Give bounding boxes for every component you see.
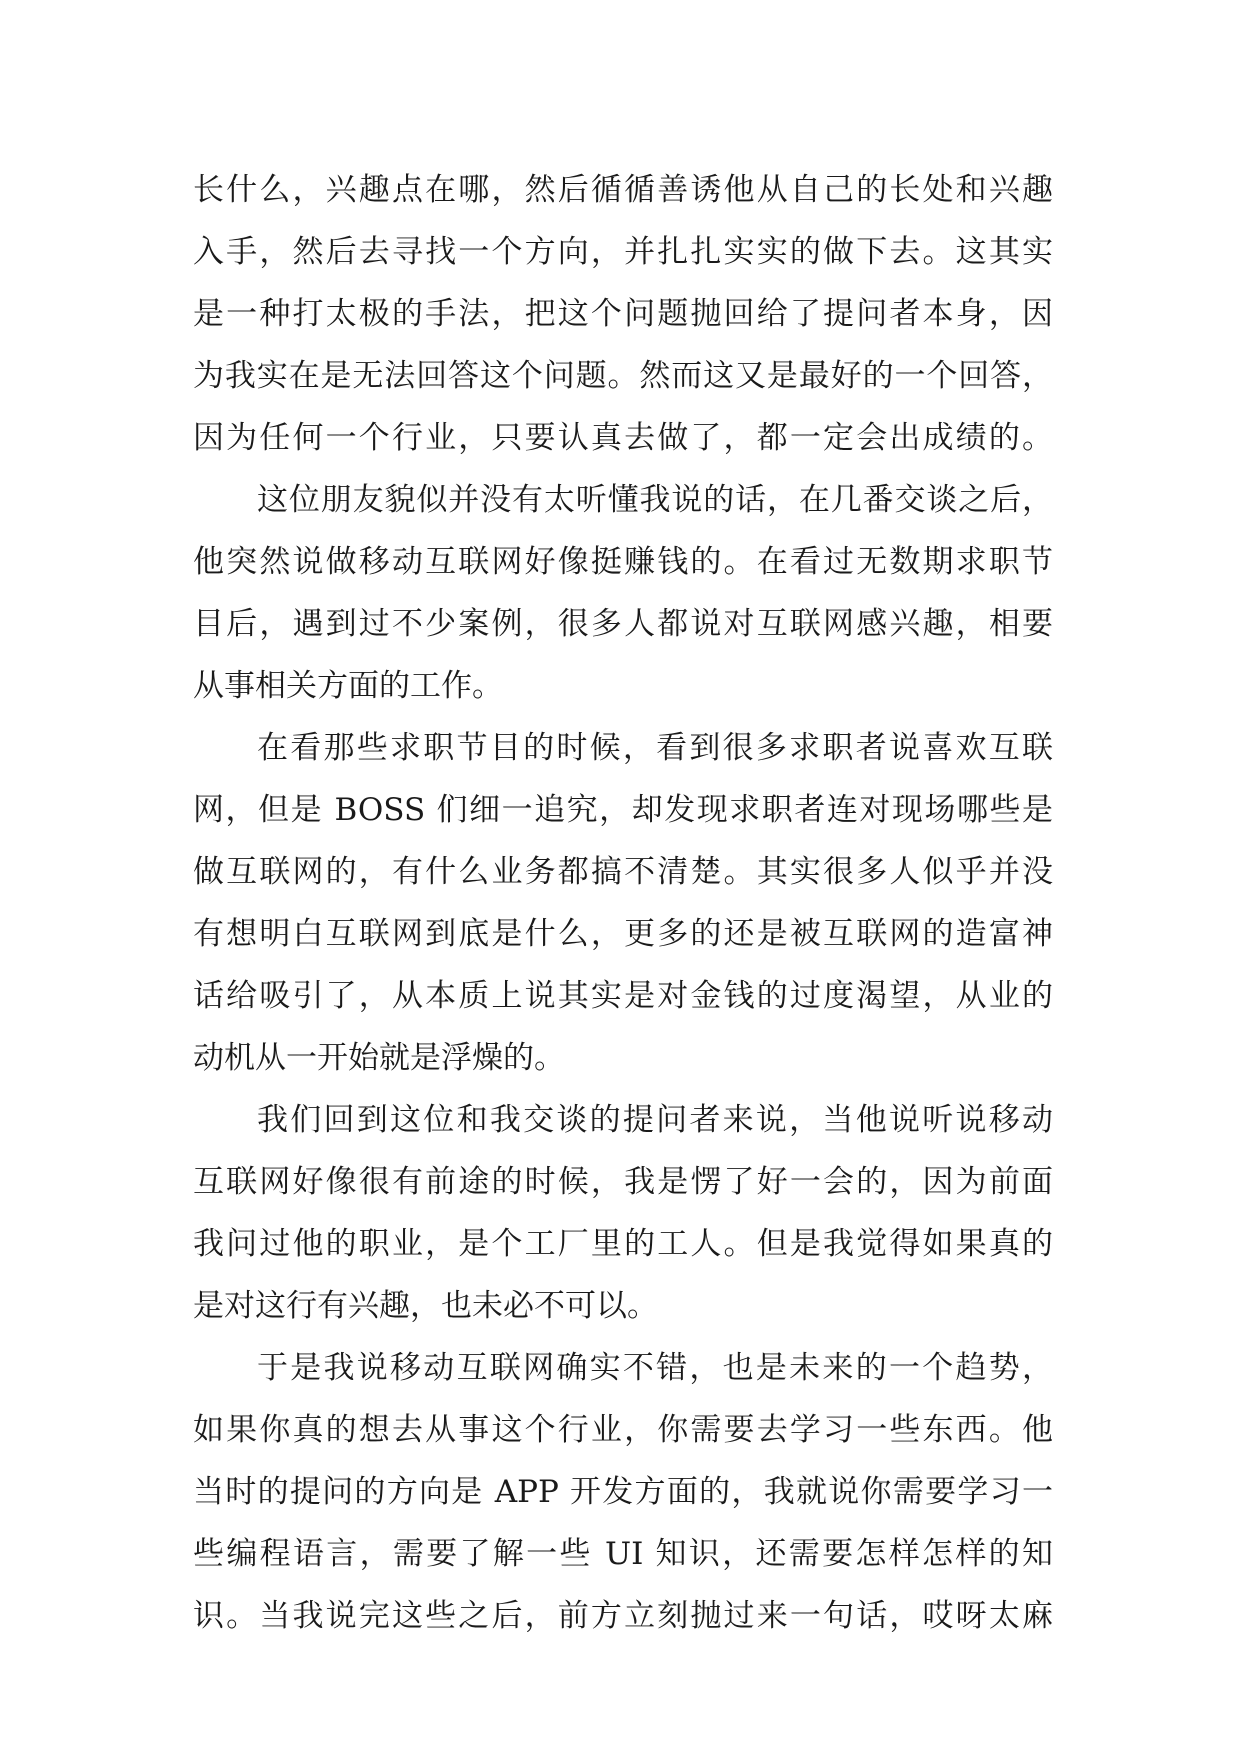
text-line: 他突然说做移动互联网好像挺赚钱的。在看过无数期求职节 <box>193 544 1053 580</box>
paragraph-4 <box>193 1089 1053 1337</box>
text-line: 动机从一开始就是浮燥的。 <box>193 1040 565 1076</box>
text-line: 些编程语言，需要了解一些 UI 知识，还需要怎样怎样的知 <box>193 1536 1053 1572</box>
text-line: 于是我说移动互联网确实不错，也是未来的一个趋势， <box>257 1350 1053 1386</box>
text-line: 互联网好像很有前途的时候，我是愣了好一会的，因为前面 <box>193 1164 1053 1200</box>
text-line: 是对这行有兴趣，也未必不可以。 <box>193 1288 658 1324</box>
text-line: 有想明白互联网到底是什么，更多的还是被互联网的造富神 <box>193 916 1053 952</box>
text-line: 识。当我说完这些之后，前方立刻抛过来一句话，哎呀太麻 <box>193 1598 1053 1634</box>
text-line: 我们回到这位和我交谈的提问者来说，当他说听说移动 <box>257 1102 1053 1138</box>
paragraph-3 <box>193 717 1053 1089</box>
text-line: 当时的提问的方向是 APP 开发方面的，我就说你需要学习一 <box>193 1474 1053 1510</box>
text-line: 做互联网的，有什么业务都搞不清楚。其实很多人似乎并没 <box>193 854 1053 890</box>
body-text <box>193 159 1053 1647</box>
text-line: 在看那些求职节目的时候，看到很多求职者说喜欢互联 <box>257 730 1053 766</box>
text-line: 话给吸引了，从本质上说其实是对金钱的过度渴望，从业的 <box>193 978 1053 1014</box>
text-line: 从事相关方面的工作。 <box>193 668 503 704</box>
text-line: 长什么，兴趣点在哪，然后循循善诱他从自己的长处和兴趣 <box>193 172 1053 208</box>
text-line: 目后，遇到过不少案例，很多人都说对互联网感兴趣，相要 <box>193 606 1053 642</box>
paragraph-2 <box>193 469 1053 717</box>
paragraph-1 <box>193 159 1053 469</box>
text-line: 如果你真的想去从事这个行业，你需要去学习一些东西。他 <box>193 1412 1053 1448</box>
text-line: 是一种打太极的手法，把这个问题抛回给了提问者本身，因 <box>193 296 1053 332</box>
text-line: 因为任何一个行业，只要认真去做了，都一定会出成绩的。 <box>193 420 1053 456</box>
paragraph-5 <box>193 1337 1053 1647</box>
text-line: 网，但是 BOSS 们细一追究，却发现求职者连对现场哪些是 <box>193 792 1053 828</box>
text-line: 入手，然后去寻找一个方向，并扎扎实实的做下去。这其实 <box>193 234 1053 270</box>
text-line: 这位朋友貌似并没有太听懂我说的话，在几番交谈之后， <box>257 482 1053 518</box>
text-line: 为我实在是无法回答这个问题。然而这又是最好的一个回答， <box>193 358 1053 394</box>
text-line: 我问过他的职业，是个工厂里的工人。但是我觉得如果真的 <box>193 1226 1053 1262</box>
